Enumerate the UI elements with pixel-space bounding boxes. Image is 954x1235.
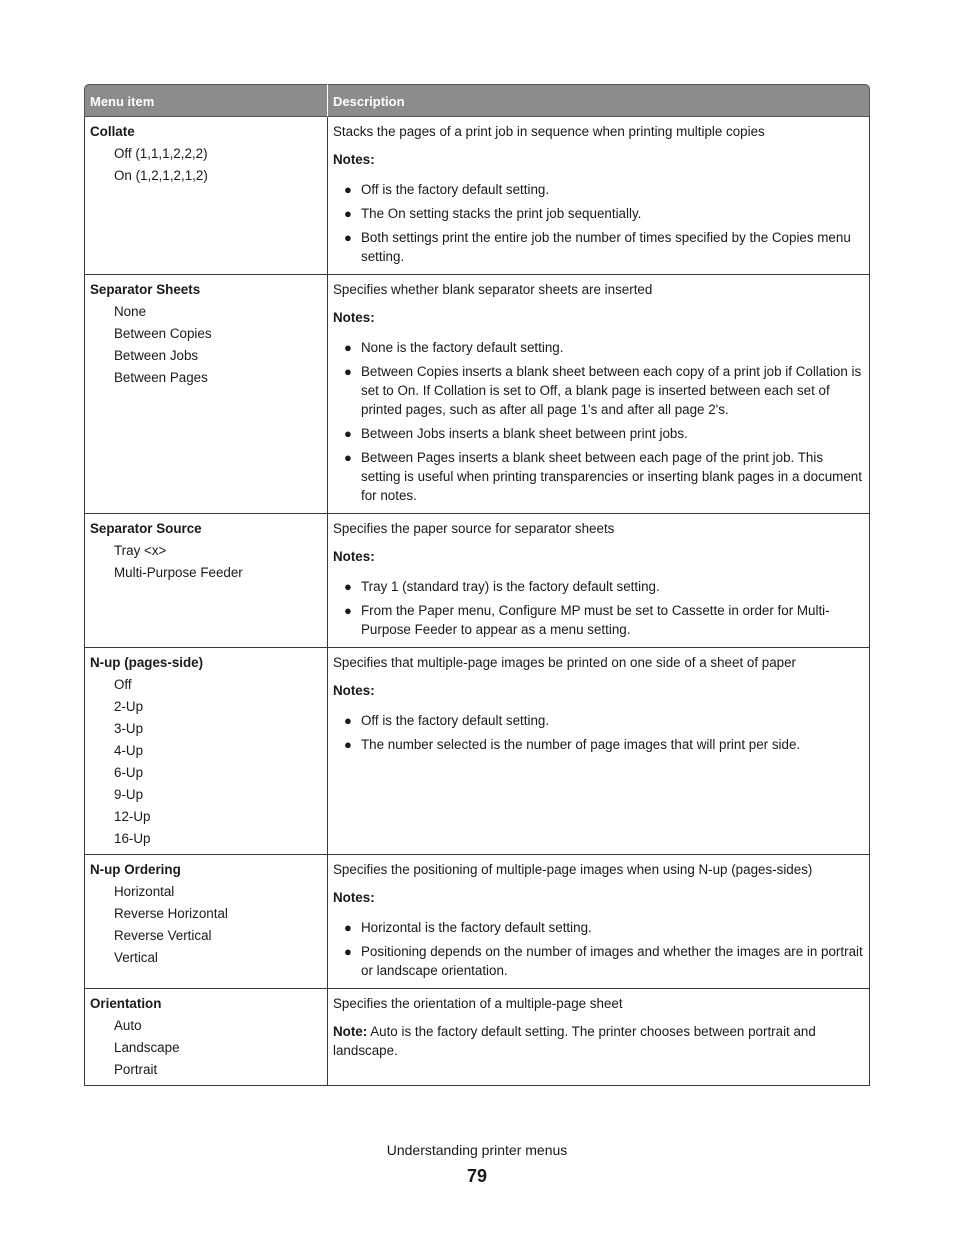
notes-list [333,180,864,266]
notes-list [333,918,864,980]
notes-label: Notes: [333,549,375,564]
header-menu-item: Menu item [84,84,328,117]
menu-item-title: Collate [90,124,135,139]
bullet-icon: ● [344,230,352,245]
menu-option: Landscape [114,1040,180,1055]
table-row [84,989,870,1086]
notes-list [333,711,864,754]
menu-option: 2-Up [114,699,144,714]
note-item [333,601,864,639]
menu-option: Off [114,677,132,692]
menu-option: 4-Up [114,743,144,758]
notes-list [333,577,864,639]
table-row [84,117,870,275]
bullet-icon: ● [344,944,352,959]
description-text: Specifies whether blank separator sheets are inserted [333,282,653,297]
menu-item-cell [84,855,328,989]
note-text: Auto is the factory default setting. The printer chooses between portrait and landscape. [333,1024,816,1058]
note-text: Between Pages inserts a blank sheet between each page of the print job. This setting is useful when printing transparencies or inserting blank pages in a document for notes. [361,450,862,503]
description-text: Specifies the paper source for separator sheets [333,521,615,536]
description-cell [328,514,870,648]
table-row [84,514,870,648]
menu-item-title: Separator Sheets [90,282,201,297]
description-text: Specifies the orientation of a multiple-page sheet [333,996,623,1011]
menu-item-cell [84,989,328,1086]
notes-label: Notes: [333,890,375,905]
note-item [333,942,864,980]
note-text: Off is the factory default setting. [361,182,550,197]
menu-option: Tray <x> [114,543,167,558]
footer-section-title: Understanding printer menus [386,1142,568,1158]
note-item [333,577,864,596]
bullet-icon: ● [344,340,352,355]
note-text: Both settings print the entire job the number of times specified by the Copies menu setting. [361,230,851,264]
note-item [333,424,864,443]
note-text: The number selected is the number of page images that will print per side. [361,737,801,752]
menu-option: Vertical [114,950,158,965]
menu-option: Between Pages [114,370,208,385]
bullet-icon: ● [344,737,352,752]
menu-item-title: N-up Ordering [90,862,181,877]
description-cell [328,275,870,514]
notes-label: Notes: [333,310,375,325]
note-text: Tray 1 (standard tray) is the factory default setting. [361,579,660,594]
note-label: Note: [333,1024,368,1039]
description-cell [328,855,870,989]
note-text: From the Paper menu, Configure MP must be set to Cassette in order for Multi-Purpose Feeder to appear as a menu setting. [361,603,830,637]
description-text: Specifies the positioning of multiple-page images when using N-up (pages-sides) [333,862,813,877]
menu-option: 3-Up [114,721,144,736]
inline-note [333,1022,864,1060]
notes-label: Notes: [333,152,375,167]
description-text: Specifies that multiple-page images be printed on one side of a sheet of paper [333,655,797,670]
menu-option: Multi-Purpose Feeder [114,565,243,580]
bullet-icon: ● [344,579,352,594]
note-text: Between Jobs inserts a blank sheet between print jobs. [361,426,688,441]
notes-list [333,338,864,505]
note-item [333,180,864,199]
note-text: Horizontal is the factory default setting. [361,920,592,935]
table-header-row [84,84,870,117]
menu-option: 6-Up [114,765,144,780]
menu-option: 12-Up [114,809,151,824]
menu-option: None [114,304,147,319]
note-item [333,204,864,223]
menu-item-cell [84,514,328,648]
page-number: 79 [466,1166,488,1186]
menu-option: Portrait [114,1062,158,1077]
table-row [84,275,870,514]
bullet-icon: ● [344,920,352,935]
note-item [333,448,864,505]
bullet-icon: ● [344,182,352,197]
menu-option: Between Copies [114,326,212,341]
note-text: None is the factory default setting. [361,340,564,355]
bullet-icon: ● [344,426,352,441]
bullet-icon: ● [344,713,352,728]
table-row [84,855,870,989]
menu-option: On (1,2,1,2,1,2) [114,168,208,183]
menu-option: Reverse Vertical [114,928,212,943]
menu-option: Off (1,1,1,2,2,2) [114,146,208,161]
menu-item-title: Separator Source [90,521,202,536]
note-item [333,711,864,730]
bullet-icon: ● [344,603,352,618]
description-cell [328,117,870,275]
note-item [333,338,864,357]
note-item [333,362,864,419]
menu-option: Between Jobs [114,348,199,363]
bullet-icon: ● [344,364,352,379]
notes-label: Notes: [333,683,375,698]
menu-item-cell [84,648,328,855]
menu-option: Horizontal [114,884,175,899]
table-row [84,648,870,855]
note-text: Positioning depends on the number of images and whether the images are in portrait or landscape orientation. [361,944,863,978]
note-item [333,228,864,266]
bullet-icon: ● [344,450,352,465]
menu-item-cell [84,275,328,514]
note-item [333,735,864,754]
note-item [333,918,864,937]
note-text: The On setting stacks the print job sequentially. [361,206,642,221]
description-text: Stacks the pages of a print job in sequence when printing multiple copies [333,124,765,139]
menu-option: Auto [114,1018,142,1033]
header-description: Description [328,84,870,117]
note-text: Between Copies inserts a blank sheet between each copy of a print job if Collation is set to On. If Collation is set to Off, a blank page is inserted between each set of printed pages, such as after all page 1's and after all page 2's. [361,364,862,417]
description-cell [328,648,870,855]
menu-item-title: N-up (pages-side) [90,655,204,670]
bullet-icon: ● [344,206,352,221]
menu-option: Reverse Horizontal [114,906,228,921]
menu-item-cell [84,117,328,275]
description-cell [328,989,870,1086]
menu-table [84,84,870,1086]
menu-option: 16-Up [114,831,151,846]
note-text: Off is the factory default setting. [361,713,550,728]
menu-option: 9-Up [114,787,144,802]
menu-item-title: Orientation [90,996,162,1011]
